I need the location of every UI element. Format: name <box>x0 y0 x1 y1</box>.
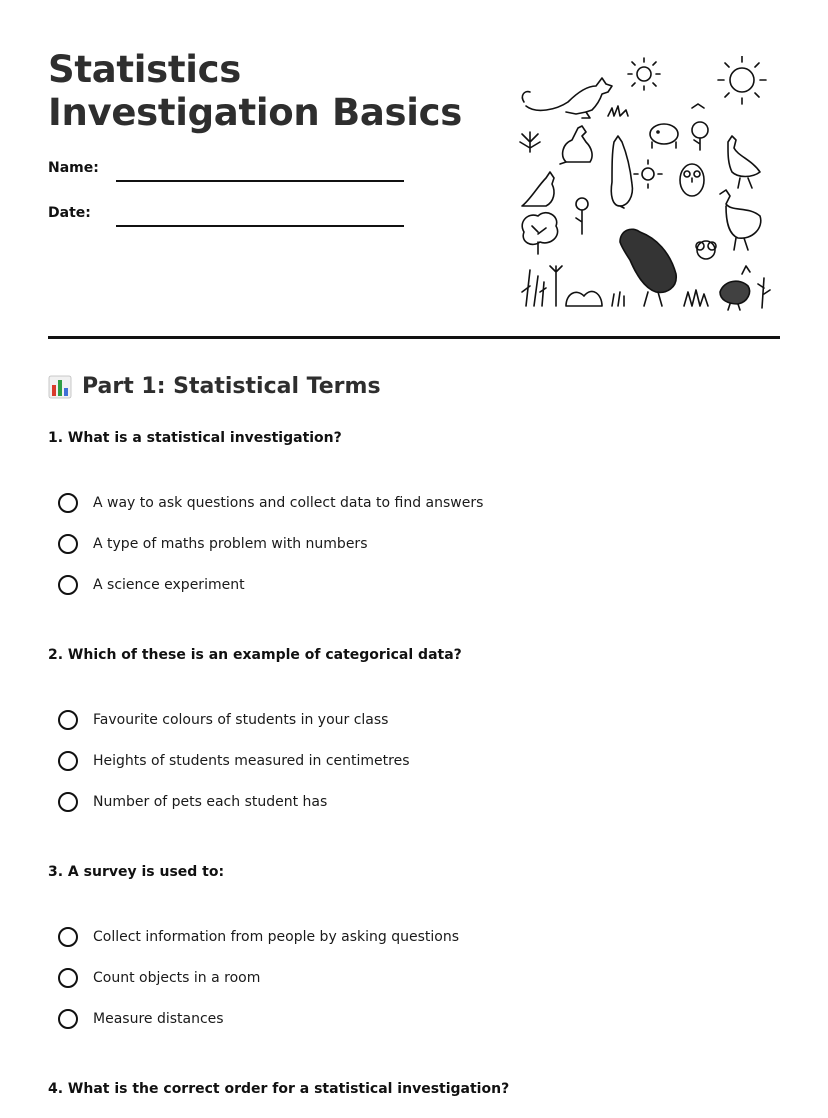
option-label: Number of pets each student has <box>93 794 328 810</box>
name-label: Name: <box>48 160 99 176</box>
kangaroo-icon <box>560 126 592 164</box>
sun-icon <box>628 58 660 90</box>
radio-button[interactable] <box>58 710 78 730</box>
option-label: Favourite colours of students in your class <box>93 712 389 728</box>
emu-icon <box>620 229 676 306</box>
option-label: Measure distances <box>93 1011 224 1027</box>
radio-button[interactable] <box>58 751 78 771</box>
sun-icon <box>718 56 766 104</box>
plant-icon <box>576 198 588 234</box>
date-field[interactable] <box>116 225 404 227</box>
name-field[interactable] <box>116 180 404 182</box>
radio-button[interactable] <box>58 575 78 595</box>
emu-icon <box>720 190 761 250</box>
option-2c[interactable] <box>58 790 327 814</box>
question-4: 4. What is the correct order for a statistical investigation? <box>48 1081 510 1097</box>
option-1c[interactable] <box>58 573 245 597</box>
radio-button[interactable] <box>58 1009 78 1029</box>
radio-button[interactable] <box>58 792 78 812</box>
owl-icon <box>680 164 704 196</box>
cassowary-icon <box>728 136 760 188</box>
section-title-part-1 <box>48 374 381 399</box>
option-1b[interactable] <box>58 532 367 556</box>
option-label: Count objects in a room <box>93 970 261 986</box>
date-label: Date: <box>48 205 91 221</box>
plant-icon <box>758 278 770 308</box>
option-label: A science experiment <box>93 577 245 593</box>
option-1a[interactable] <box>58 491 483 515</box>
option-3a[interactable] <box>58 925 459 949</box>
question-1: 1. What is a statistical investigation? <box>48 430 342 446</box>
option-label: Collect information from people by asking questions <box>93 929 460 945</box>
worksheet-title: Statistics Investigation Basics <box>48 48 463 134</box>
option-3b[interactable] <box>58 966 260 990</box>
bar-chart-icon <box>48 375 72 399</box>
option-3c[interactable] <box>58 1007 224 1031</box>
tree-icon <box>522 213 557 254</box>
plant-icon <box>692 122 708 150</box>
option-label: Heights of students measured in centimetres <box>93 753 410 769</box>
option-2b[interactable] <box>58 749 410 773</box>
sun-icon <box>634 160 662 188</box>
plant-icon <box>696 241 716 259</box>
option-label: A type of maths problem with numbers <box>93 536 368 552</box>
radio-button[interactable] <box>58 534 78 554</box>
plant-icon <box>520 132 540 152</box>
option-2a[interactable] <box>58 708 388 732</box>
section-title-text: Part 1: Statistical Terms <box>82 374 381 399</box>
radio-button[interactable] <box>58 927 78 947</box>
kangaroo-icon <box>522 78 612 118</box>
kangaroo-icon <box>522 172 554 206</box>
bird-icon <box>720 266 750 310</box>
australian-animals-illustration <box>516 56 772 312</box>
question-2: 2. Which of these is an example of categorical data? <box>48 647 462 663</box>
radio-button[interactable] <box>58 493 78 513</box>
option-label: A way to ask questions and collect data to find answers <box>93 495 484 511</box>
kangaroo-icon <box>611 136 632 208</box>
question-3: 3. A survey is used to: <box>48 864 225 880</box>
plant-icon <box>522 266 562 306</box>
header-divider <box>48 336 780 339</box>
wombat-icon <box>650 124 678 148</box>
radio-button[interactable] <box>58 968 78 988</box>
